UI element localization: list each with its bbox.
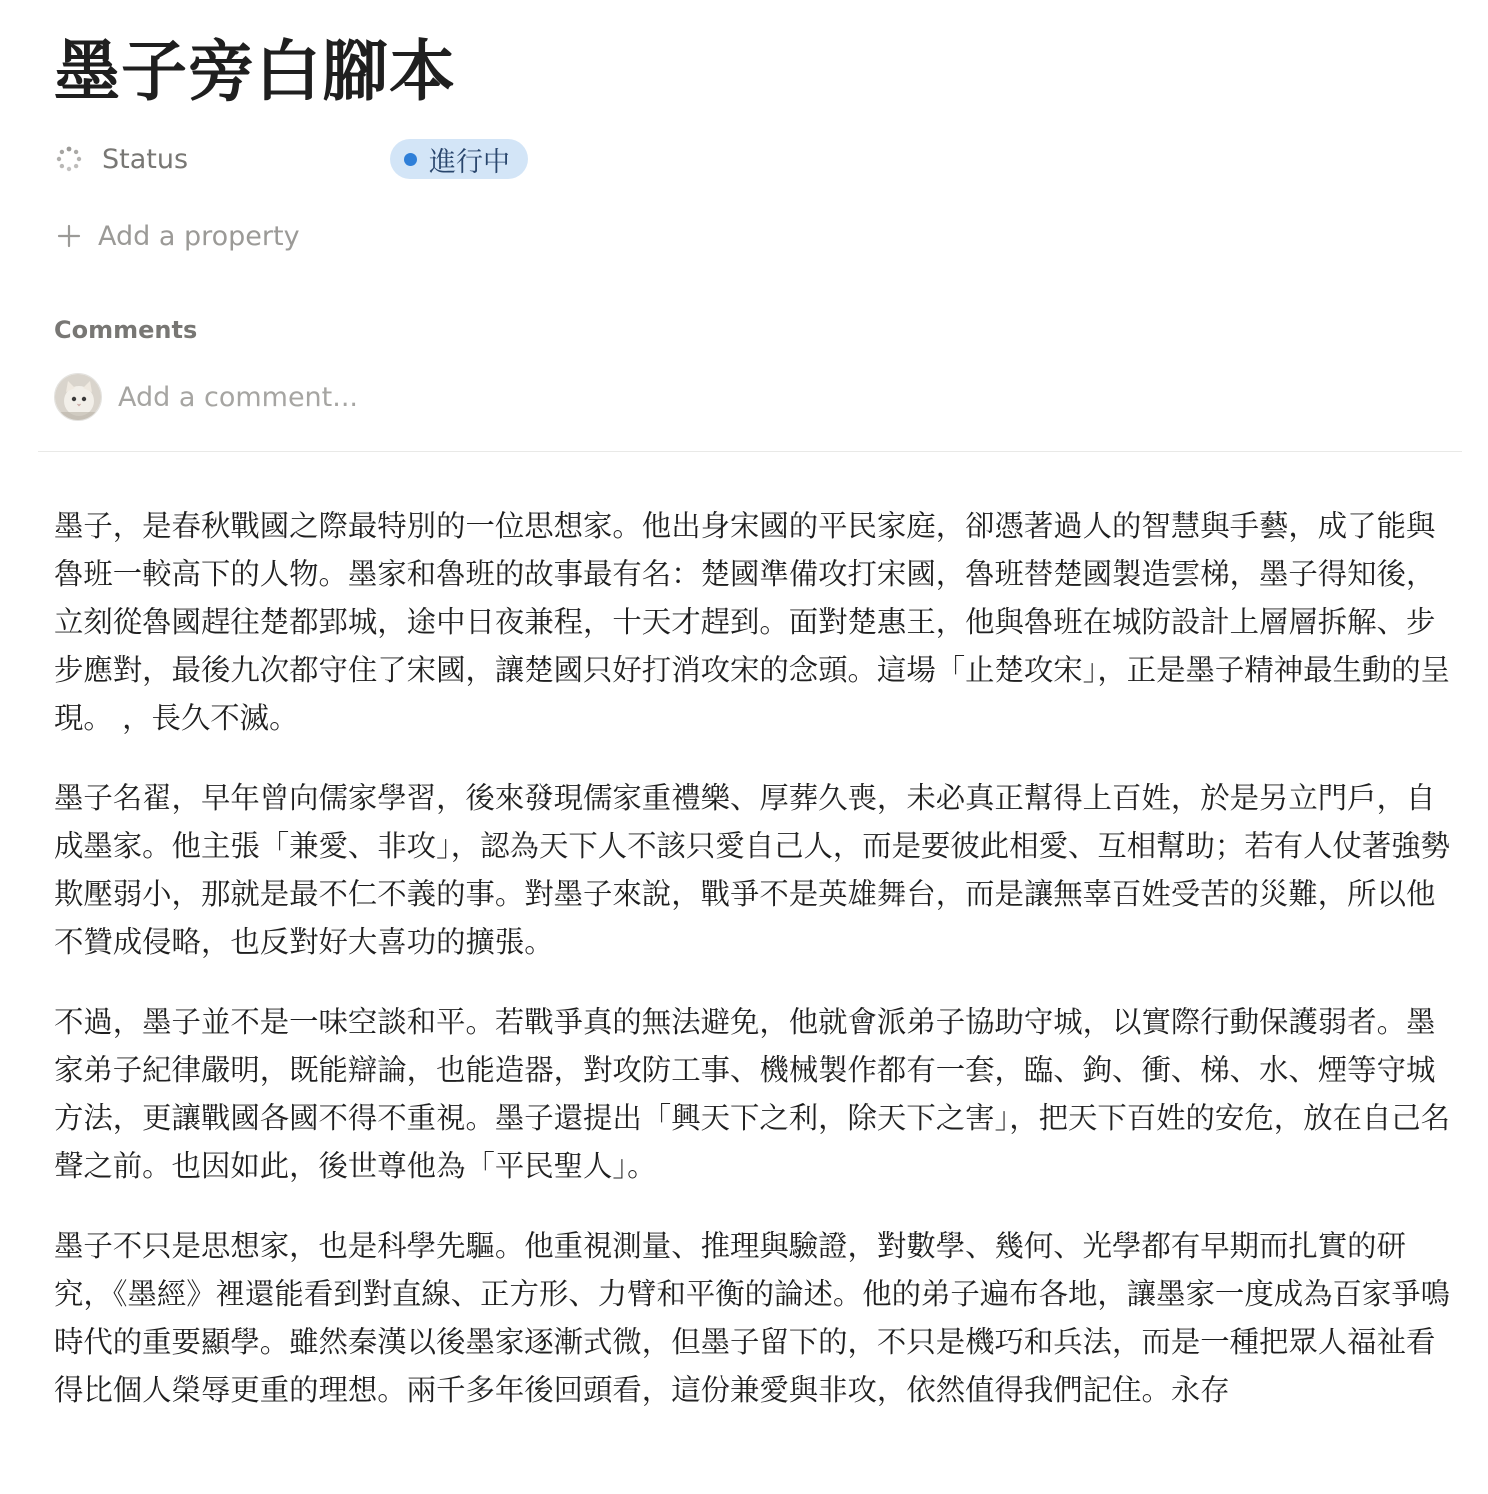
plus-icon: [54, 221, 84, 251]
comment-composer[interactable]: [54, 372, 1434, 422]
add-property-label: Add a property: [98, 220, 300, 252]
body-paragraph[interactable]: 墨子，是春秋戰國之際最特別的一位思想家。他出身宋國的平民家庭，卻憑著過人的智慧與手藝，成了能與魯班一較高下的人物。墨家和魯班的故事最有名：楚國準備攻打宋國，魯班替楚國製造雲梯，墨子得知後，立刻從魯國趕往楚都郢城，途中日夜兼程，十天才趕到。面對楚惠王，他與魯班在城防設計上層層拆解、步步應對，最後九次都守住了宋國，讓楚國只好打消攻宋的念頭。這場「止楚攻宋」，正是墨子精神最生動的呈現。 ，長久不滅。: [54, 509, 1451, 735]
status-badge[interactable]: [390, 139, 528, 179]
body-paragraph[interactable]: 墨子不只是思想家，也是科學先驅。他重視測量、推理與驗證，對數學、幾何、光學都有早期而扎實的研究，《墨經》裡還能看到對直線、正方形、力臂和平衡的論述。他的弟子遍布各地，讓墨家一度成為百家爭鳴時代的重要顯學。雖然秦漢以後墨家逐漸式微，但墨子留下的，不只是機巧和兵法，而是一種把眾人福祉看得比個人榮辱更重的理想。兩千多年後回頭看，這份兼愛與非攻，依然值得我們記住。永存: [54, 1229, 1451, 1407]
status-value: 進行中: [429, 146, 510, 178]
comment-input[interactable]: [118, 382, 1018, 413]
comments-heading: Comments: [54, 316, 198, 344]
page-title[interactable]: 墨子旁白腳本: [54, 33, 456, 110]
page-body: [54, 502, 1454, 1446]
add-property-button[interactable]: [54, 214, 300, 258]
status-spinner-icon: [54, 144, 84, 174]
status-dot-icon: [404, 153, 417, 166]
body-paragraph[interactable]: 墨子名翟，早年曾向儒家學習，後來發現儒家重禮樂、厚葬久喪，未必真正幫得上百姓，於是另立門戶，自成墨家。他主張「兼愛、非攻」，認為天下人不該只愛自己人，而是要彼此相愛、互相幫助；若有人仗著強勢欺壓弱小，那就是最不仁不義的事。對墨子來說，戰爭不是英雄舞台，而是讓無辜百姓受苦的災難，所以他不贊成侵略，也反對好大喜功的擴張。: [54, 781, 1451, 959]
avatar: [54, 373, 102, 421]
property-name[interactable]: Status: [102, 143, 189, 175]
property-row-status[interactable]: [54, 136, 754, 182]
divider: [38, 451, 1462, 452]
body-paragraph[interactable]: 不過，墨子並不是一味空談和平。若戰爭真的無法避免，他就會派弟子協助守城，以實際行動保護弱者。墨家弟子紀律嚴明，既能辯論，也能造器，對攻防工事、機械製作都有一套，臨、鉤、衝、梯、水、煙等守城方法，更讓戰國各國不得不重視。墨子還提出「興天下之利，除天下之害」，把天下百姓的安危，放在自己名聲之前。也因如此，後世尊他為「平民聖人」。: [54, 1005, 1451, 1183]
